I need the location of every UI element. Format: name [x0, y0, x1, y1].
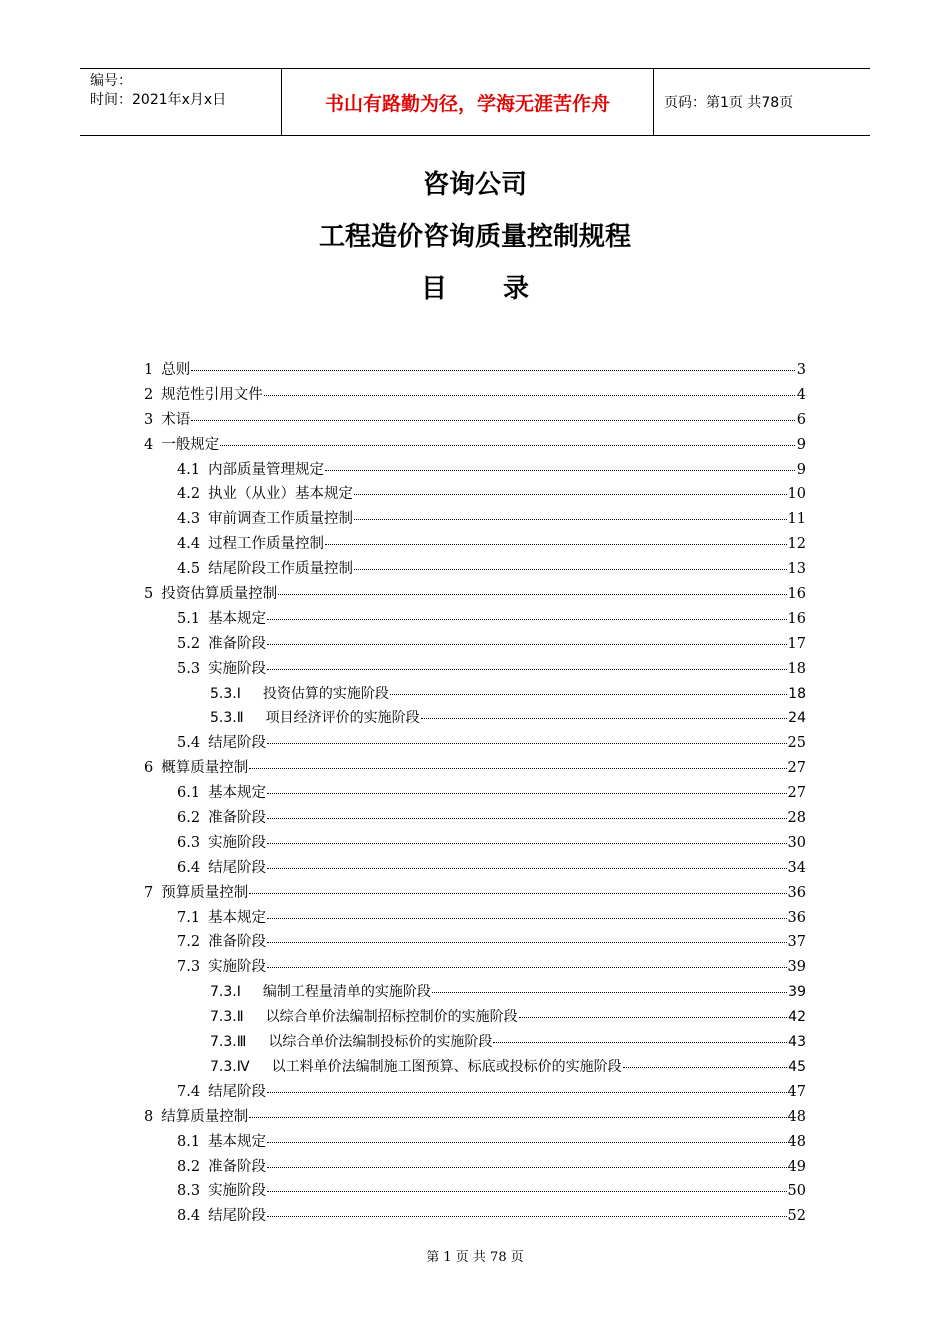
toc-dot-leader	[220, 445, 795, 446]
toc-title: 目录	[420, 274, 585, 304]
toc-entry-page: 42	[788, 1009, 806, 1026]
toc-dot-leader	[267, 1191, 786, 1192]
toc-entry-text: 概算质量控制	[161, 760, 249, 777]
toc-dot-leader	[354, 519, 786, 520]
toc-entry-number: 7.3.Ⅳ	[210, 1058, 250, 1075]
toc-entry-number: 8	[144, 1108, 154, 1125]
toc-dot-leader	[267, 967, 786, 968]
toc-entry[interactable]	[144, 1055, 806, 1080]
toc-entry-text: 基本规定	[208, 1133, 267, 1150]
toc-entry-page: 37	[787, 934, 806, 951]
toc-dot-leader	[267, 1142, 786, 1143]
toc-entry[interactable]	[144, 433, 806, 458]
toc-entry-page: 13	[787, 561, 806, 578]
toc-entry[interactable]	[144, 1005, 806, 1030]
toc-entry-number: 4.3	[177, 511, 201, 528]
header-meta	[80, 69, 282, 135]
toc-dot-leader	[267, 868, 786, 869]
toc-entry-page: 18	[788, 685, 806, 702]
toc-dot-leader	[354, 569, 786, 570]
toc-entry-page: 9	[796, 436, 806, 453]
toc-entry-text: 投资估算质量控制	[161, 586, 278, 603]
toc-dot-leader	[354, 494, 786, 495]
page-footer: 第 1 页 共 78 页	[426, 1250, 524, 1265]
table-of-contents	[144, 358, 806, 1229]
toc-entry-text: 一般规定	[161, 436, 220, 453]
toc-entry[interactable]	[144, 607, 806, 632]
toc-entry-page: 48	[787, 1108, 806, 1125]
toc-dot-leader	[493, 1042, 787, 1043]
toc-entry-number: 4.4	[177, 536, 201, 553]
toc-entry-page: 17	[787, 635, 806, 652]
toc-entry-page: 34	[787, 859, 806, 876]
toc-entry-number: 7.2	[177, 934, 201, 951]
toc-entry-text: 过程工作质量控制	[208, 536, 325, 553]
toc-entry[interactable]	[144, 582, 806, 607]
toc-entry-page: 36	[787, 884, 806, 901]
toc-entry-number: 6	[144, 760, 154, 777]
toc-entry-number: 5.3	[177, 660, 201, 677]
toc-entry-number: 4.2	[177, 486, 201, 503]
toc-dot-leader	[267, 1216, 786, 1217]
toc-entry-text: 基本规定	[208, 909, 267, 926]
number-label: 编号：	[90, 73, 132, 89]
toc-entry[interactable]	[144, 532, 806, 557]
toc-entry-text: 投资估算的实施阶段	[262, 685, 389, 702]
title-block	[0, 160, 950, 314]
toc-entry-text: 术语	[161, 411, 191, 428]
toc-entry-text: 结尾阶段工作质量控制	[208, 561, 354, 578]
toc-entry-page: 49	[787, 1158, 806, 1175]
toc-entry-number: 7.4	[177, 1083, 201, 1100]
toc-entry-text: 准备阶段	[208, 810, 267, 827]
toc-entry-number: 8.2	[177, 1158, 201, 1175]
toc-dot-leader	[267, 669, 786, 670]
toc-entry[interactable]	[144, 731, 806, 756]
toc-dot-leader	[267, 918, 786, 919]
toc-entry[interactable]	[144, 507, 806, 532]
toc-entry[interactable]	[144, 1105, 806, 1130]
toc-entry-text: 准备阶段	[208, 934, 267, 951]
toc-entry-text: 结尾阶段	[208, 735, 267, 752]
toc-entry-page: 27	[787, 760, 806, 777]
toc-entry-text: 准备阶段	[208, 635, 267, 652]
toc-entry-number: 2	[144, 386, 154, 403]
toc-entry[interactable]	[144, 806, 806, 831]
toc-entry-text: 审前调查工作质量控制	[208, 511, 354, 528]
toc-entry-text: 结尾阶段	[208, 1083, 267, 1100]
toc-entry-page: 6	[796, 411, 806, 428]
toc-entry-number: 8.1	[177, 1133, 201, 1150]
toc-dot-leader	[421, 718, 788, 719]
toc-entry-number: 7.3.Ⅲ	[210, 1034, 247, 1051]
toc-entry[interactable]	[144, 856, 806, 881]
toc-entry-page: 27	[787, 785, 806, 802]
toc-entry-number: 7.1	[177, 909, 201, 926]
toc-entry-page: 10	[787, 486, 806, 503]
toc-entry[interactable]	[144, 383, 806, 408]
toc-dot-leader	[191, 420, 795, 421]
toc-entry-number: 8.4	[177, 1208, 201, 1225]
toc-entry[interactable]	[144, 1030, 806, 1055]
toc-entry[interactable]	[144, 632, 806, 657]
toc-entry[interactable]	[144, 831, 806, 856]
company-title: 咨询公司	[422, 170, 527, 200]
toc-dot-leader	[623, 1067, 788, 1068]
toc-dot-leader	[267, 1167, 786, 1168]
toc-entry-number: 5	[144, 586, 154, 603]
toc-entry-text: 以工料单价法编制施工图预算、标底或投标价的实施阶段	[271, 1058, 622, 1075]
toc-entry-page: 18	[787, 660, 806, 677]
toc-entry-number: 7.3.Ⅰ	[210, 984, 241, 1001]
toc-dot-leader	[325, 544, 786, 545]
toc-entry-text: 预算质量控制	[161, 884, 249, 901]
toc-entry-text: 实施阶段	[208, 660, 267, 677]
toc-entry[interactable]	[144, 482, 806, 507]
toc-entry-text: 实施阶段	[208, 959, 267, 976]
toc-entry-number: 6.1	[177, 785, 201, 802]
toc-dot-leader	[249, 893, 786, 894]
toc-entry-number: 7	[144, 884, 154, 901]
toc-entry-text: 实施阶段	[208, 1183, 267, 1200]
toc-entry-page: 12	[787, 536, 806, 553]
toc-entry-number: 1	[144, 362, 154, 378]
toc-entry-page: 43	[788, 1034, 806, 1051]
toc-dot-leader	[267, 843, 786, 844]
toc-entry-text: 结尾阶段	[208, 859, 267, 876]
toc-dot-leader	[267, 818, 786, 819]
toc-entry-page: 3	[796, 362, 806, 378]
toc-dot-leader	[249, 768, 786, 769]
toc-entry-text: 总则	[161, 362, 191, 378]
toc-entry-number: 6.4	[177, 859, 201, 876]
toc-entry-text: 基本规定	[208, 785, 267, 802]
toc-entry[interactable]	[144, 930, 806, 955]
toc-entry[interactable]	[144, 1080, 806, 1105]
toc-entry-number: 5.3.Ⅱ	[210, 710, 244, 727]
toc-entry[interactable]	[144, 1179, 806, 1204]
toc-entry-page: 36	[787, 909, 806, 926]
toc-dot-leader	[432, 992, 787, 993]
toc-entry-page: 47	[787, 1083, 806, 1100]
toc-entry-number: 7.3.Ⅱ	[210, 1009, 244, 1026]
toc-entry-page: 52	[787, 1208, 806, 1225]
toc-entry-page: 16	[787, 586, 806, 603]
toc-dot-leader	[278, 594, 786, 595]
toc-entry-page: 24	[788, 710, 806, 727]
document-title: 工程造价咨询质量控制规程	[318, 222, 631, 252]
toc-entry-text: 内部质量管理规定	[208, 461, 325, 478]
toc-dot-leader	[267, 1092, 786, 1093]
toc-entry-page: 16	[787, 610, 806, 627]
toc-entry-text: 以综合单价法编制招标控制价的实施阶段	[265, 1009, 518, 1026]
toc-entry-number: 6.2	[177, 810, 201, 827]
toc-entry-number: 5.3.Ⅰ	[210, 685, 241, 702]
toc-entry-number: 4.5	[177, 561, 201, 578]
toc-entry[interactable]	[144, 1155, 806, 1180]
toc-dot-leader	[267, 619, 786, 620]
toc-dot-leader	[390, 694, 787, 695]
toc-entry[interactable]	[144, 1130, 806, 1155]
toc-entry[interactable]	[144, 881, 806, 906]
toc-entry-text: 规范性引用文件	[161, 386, 263, 403]
toc-entry-text: 准备阶段	[208, 1158, 267, 1175]
toc-entry-number: 6.3	[177, 834, 201, 851]
toc-entry-page: 28	[787, 810, 806, 827]
page-header	[80, 68, 870, 136]
toc-entry[interactable]	[144, 458, 806, 483]
toc-entry-number: 4	[144, 436, 154, 453]
time-label: 时间：2021年x月x日	[90, 92, 227, 108]
toc-dot-leader	[519, 1017, 788, 1018]
toc-entry-page: 39	[788, 984, 806, 1001]
toc-entry-number: 5.2	[177, 635, 201, 652]
toc-entry-text: 编制工程量清单的实施阶段	[262, 984, 431, 1001]
toc-entry[interactable]	[144, 955, 806, 980]
toc-dot-leader	[249, 1117, 786, 1118]
toc-dot-leader	[267, 942, 786, 943]
toc-dot-leader	[267, 743, 786, 744]
toc-entry-text: 实施阶段	[208, 834, 267, 851]
toc-dot-leader	[267, 793, 786, 794]
toc-entry-page: 39	[787, 959, 806, 976]
toc-entry-number: 5.4	[177, 735, 201, 752]
toc-entry-number: 7.3	[177, 959, 201, 976]
toc-entry-text: 执业（从业）基本规定	[208, 486, 354, 503]
toc-dot-leader	[325, 470, 795, 471]
toc-entry[interactable]	[144, 557, 806, 582]
toc-entry[interactable]	[144, 657, 806, 682]
toc-dot-leader	[191, 370, 795, 371]
toc-entry[interactable]	[144, 980, 806, 1005]
header-page-info: 页码：第1页 共78页	[664, 95, 794, 111]
header-motto: 书山有路勤为径，学海无涯苦作舟	[282, 69, 654, 135]
toc-entry[interactable]	[144, 682, 806, 707]
toc-entry[interactable]	[144, 408, 806, 433]
toc-entry-number: 5.1	[177, 610, 201, 627]
toc-entry[interactable]	[144, 756, 806, 781]
toc-entry-page: 9	[796, 461, 806, 478]
toc-entry[interactable]	[144, 906, 806, 931]
toc-dot-leader	[267, 644, 786, 645]
toc-entry-page: 25	[787, 735, 806, 752]
toc-entry-text: 项目经济评价的实施阶段	[265, 710, 420, 727]
toc-entry-text: 结算质量控制	[161, 1108, 249, 1125]
toc-entry[interactable]	[144, 706, 806, 731]
toc-entry-page: 50	[787, 1183, 806, 1200]
toc-entry-text: 结尾阶段	[208, 1208, 267, 1225]
toc-entry-number: 8.3	[177, 1183, 201, 1200]
toc-entry-text: 基本规定	[208, 610, 267, 627]
toc-entry-page: 30	[787, 834, 806, 851]
toc-entry-number: 4.1	[177, 461, 201, 478]
toc-entry-number: 3	[144, 411, 154, 428]
toc-entry-page: 4	[796, 386, 806, 403]
toc-entry[interactable]	[144, 1204, 806, 1229]
toc-entry-page: 45	[788, 1058, 806, 1075]
toc-dot-leader	[264, 395, 795, 396]
toc-entry-text: 以综合单价法编制投标价的实施阶段	[268, 1034, 493, 1051]
toc-entry[interactable]	[144, 781, 806, 806]
toc-entry[interactable]	[144, 358, 806, 383]
toc-entry-page: 48	[787, 1133, 806, 1150]
toc-entry-page: 11	[787, 511, 806, 528]
